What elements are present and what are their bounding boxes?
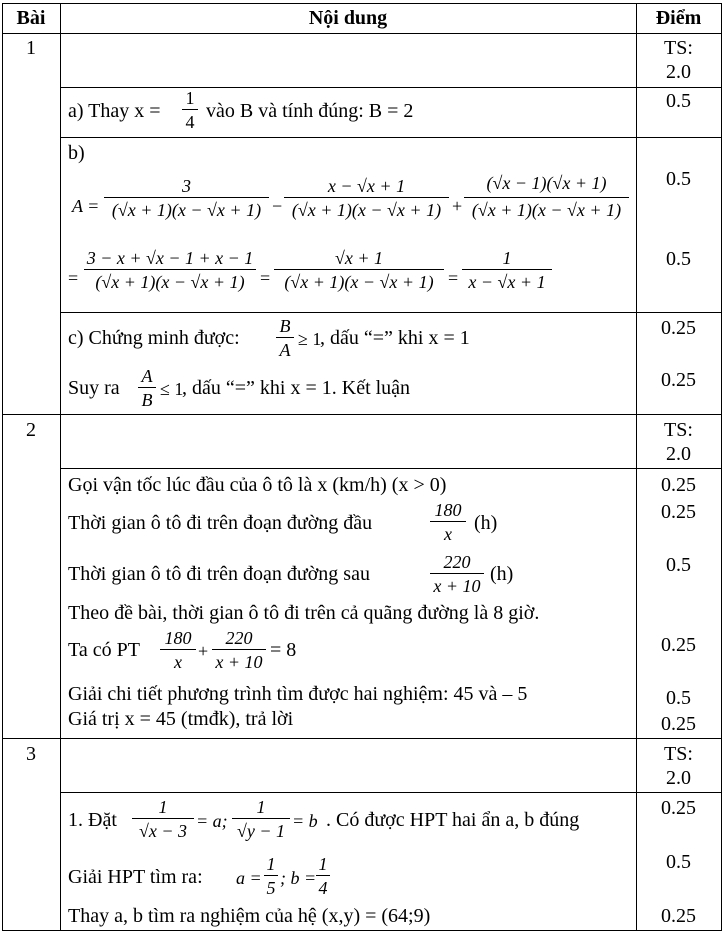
bai3-line-1-fraction-1 <box>132 797 194 841</box>
bai3-line-3: Thay a, b tìm ra nghiệm của hệ (x,y) = (64;9) <box>68 905 431 927</box>
bai1-b-r3-num: 1 <box>502 248 512 268</box>
bai2-score-6: 0.5 <box>666 687 691 709</box>
bai3-l1-d2: √y − 1 <box>236 821 285 841</box>
rule-col2 <box>636 3 637 931</box>
bai1-b-result-3 <box>462 248 552 292</box>
bai3-score-1: 0.25 <box>661 797 696 819</box>
bai3-ts-value: 2.0 <box>666 767 691 789</box>
bai1-c-frac-den: A <box>279 340 291 360</box>
bai1-b-t3-num: (√x − 1)(√x + 1) <box>486 173 607 193</box>
bai1-b-eq-2: = <box>260 268 271 288</box>
bai1-b-r2-den: (√x + 1)(x − √x + 1) <box>284 272 434 292</box>
bai1-b-r1-num: 3 − x + √x − 1 + x − 1 <box>86 248 254 268</box>
bai3-line-1-b: . Có được HPT hai ẩn a, b đúng <box>326 809 580 831</box>
bai2-score-7: 0.25 <box>661 713 696 735</box>
bai2-l5-n1: 180 <box>164 628 192 648</box>
bai3-line-1-a: 1. Đặt <box>68 809 117 831</box>
bai2-line-1: Gọi vận tốc lúc đầu của ô tô là x (km/h) (x > 0) <box>68 474 447 496</box>
bai2-line-3-fraction <box>430 552 484 596</box>
bai1-c-ineq: ≥ 1 <box>298 329 322 349</box>
bai1-c2-text-1: Suy ra <box>68 377 120 399</box>
bai2-score-5: 0.25 <box>661 634 696 656</box>
bai2-l3-num: 220 <box>443 552 471 572</box>
bai1-c2-ineq: ≤ 1 <box>160 379 184 399</box>
bai1-a-fraction <box>182 88 198 132</box>
bai2-score-1: 0.25 <box>661 474 696 496</box>
bai2-ts-value: 2.0 <box>666 443 691 465</box>
bai1-c-text-1: c) Chứng minh được: <box>68 327 240 349</box>
bai3-score-2: 0.5 <box>666 851 691 873</box>
bai1-b-label: b) <box>68 142 85 164</box>
rule-bai2 <box>2 738 722 739</box>
bai2-l5-n2: 220 <box>225 628 253 648</box>
bai2-line-5-fraction-2 <box>212 628 266 672</box>
rule-b3-ts <box>60 792 722 793</box>
bai2-l2-num: 180 <box>434 500 462 520</box>
bai3-l2-n1: 1 <box>266 854 276 874</box>
bai1-a-frac-num: 1 <box>185 88 195 108</box>
bai2-l3-den: x + 10 <box>433 576 481 596</box>
bai1-b-t2-den: (√x + 1)(x − √x + 1) <box>291 200 442 220</box>
rule-top <box>2 3 722 4</box>
rule-col1 <box>60 3 61 931</box>
bai1-b-lhs: A = <box>72 196 100 216</box>
rule-right <box>721 3 722 931</box>
rule-b1-b <box>60 312 722 313</box>
bai1-b-term-2 <box>284 176 449 220</box>
bai2-line-6: Giải chi tiết phương trình tìm được hai nghiệm: 45 và – 5 <box>68 683 528 705</box>
bai1-b-eq-1: = <box>68 268 79 288</box>
bai1-c2-fraction <box>138 366 156 410</box>
bai1-b-t1-num: 3 <box>182 176 191 196</box>
bai1-b-term-1 <box>104 176 269 220</box>
bai2-line-4: Theo đề bài, thời gian ô tô đi trên cả quãng đường là 8 giờ. <box>68 602 540 624</box>
bai3-l1-d1: √x − 3 <box>138 821 187 841</box>
bai2-line-3: Thời gian ô tô đi trên đoạn đường sau <box>68 563 370 585</box>
rule-b1-a <box>60 137 722 138</box>
bai1-c2-text-2: , dấu “=” khi x = 1. Kết luận <box>182 377 411 399</box>
rule-bottom <box>2 930 722 931</box>
bai2-line-5-fraction-1 <box>160 628 196 672</box>
bai1-c-frac-num: B <box>279 316 291 336</box>
rule-header <box>2 33 722 34</box>
bai1-ts-value: 2.0 <box>666 61 691 83</box>
bai1-number: 1 <box>26 37 36 59</box>
bai2-l2-den: x <box>444 524 452 544</box>
bai1-a-text-1: a) Thay x = <box>68 100 161 122</box>
bai3-l1-n2: 1 <box>256 797 266 817</box>
bai3-line-2-m1: a = <box>236 868 262 888</box>
bai3-number: 3 <box>26 743 36 765</box>
bai2-score-3: 0.5 <box>666 554 691 576</box>
bai1-b-eq-3: = <box>448 268 459 288</box>
bai3-l2-d1: 5 <box>266 878 276 898</box>
bai1-a-frac-den: 4 <box>185 112 195 132</box>
bai2-ts-label: TS: <box>664 419 693 441</box>
bai1-c-score-1: 0.25 <box>661 317 696 339</box>
bai3-line-2-m2: ; b = <box>280 868 317 888</box>
bai3-line-1-fraction-2 <box>232 797 290 841</box>
bai3-l2-n2: 1 <box>318 854 328 874</box>
bai1-a-score: 0.5 <box>666 90 691 112</box>
rule-b1-ts <box>60 87 722 88</box>
rule-left <box>2 3 3 931</box>
bai1-c2-frac-num: A <box>141 366 153 386</box>
bai2-line-2-fraction <box>430 500 466 544</box>
bai1-b-score-2: 0.5 <box>666 248 691 270</box>
bai1-a-text-2: vào B và tính đúng: B = 2 <box>206 100 414 122</box>
bai2-line-2-unit: (h) <box>474 512 498 534</box>
bai1-b-score-1: 0.5 <box>666 168 691 190</box>
bai3-line-1-m1: = a; <box>196 811 228 831</box>
bai1-b-op-1: − <box>272 196 283 216</box>
bai2-number: 2 <box>26 419 36 441</box>
header-noi-dung: Nội dung <box>308 7 388 29</box>
bai1-c-text-2: , dấu “=” khi x = 1 <box>320 327 470 349</box>
bai3-l2-d2: 4 <box>318 878 328 898</box>
bai1-b-result-1 <box>84 248 256 292</box>
bai3-line-2-fraction-1 <box>264 854 278 898</box>
bai2-line-2: Thời gian ô tô đi trên đoạn đường đầu <box>68 512 373 534</box>
bai2-line-5-plus: + <box>198 641 209 661</box>
bai1-c-score-2: 0.25 <box>661 369 696 391</box>
bai1-b-result-2 <box>274 248 444 292</box>
bai1-ts-label: TS: <box>664 37 693 59</box>
bai1-c-fraction <box>276 316 294 360</box>
bai3-line-1-m2: = b <box>292 811 318 831</box>
bai2-line-5-eq: = 8 <box>270 639 297 661</box>
header-bai: Bài <box>16 7 46 29</box>
bai3-score-3: 0.25 <box>661 905 696 927</box>
bai3-line-2-fraction-2 <box>316 854 330 898</box>
bai2-line-7: Giá trị x = 45 (tmđk), trả lời <box>68 708 294 730</box>
bai1-b-op-2: + <box>452 196 463 216</box>
bai3-line-2: Giải HPT tìm ra: <box>68 866 203 888</box>
bai1-b-r3-den: x − √x + 1 <box>468 272 546 292</box>
bai2-l5-d2: x + 10 <box>215 652 263 672</box>
bai1-c2-frac-den: B <box>141 390 153 410</box>
bai1-b-r1-den: (√x + 1)(x − √x + 1) <box>95 272 245 292</box>
bai2-line-5: Ta có PT <box>68 639 140 661</box>
bai1-b-term-3 <box>464 170 629 220</box>
bai1-b-t1-den: (√x + 1)(x − √x + 1) <box>111 200 262 220</box>
bai3-ts-label: TS: <box>664 743 693 765</box>
rule-bai1 <box>2 414 722 415</box>
header-diem: Điểm <box>655 7 702 29</box>
bai1-b-t2-num: x − √x + 1 <box>327 176 406 196</box>
bai1-b-r2-num: √x + 1 <box>334 248 383 268</box>
bai2-l5-d1: x <box>174 652 182 672</box>
rule-b2-ts <box>60 468 722 469</box>
bai1-b-t3-den: (√x + 1)(x − √x + 1) <box>471 200 622 220</box>
bai2-line-3-unit: (h) <box>490 563 514 585</box>
bai3-l1-n1: 1 <box>158 797 168 817</box>
bai2-score-2: 0.25 <box>661 501 696 523</box>
